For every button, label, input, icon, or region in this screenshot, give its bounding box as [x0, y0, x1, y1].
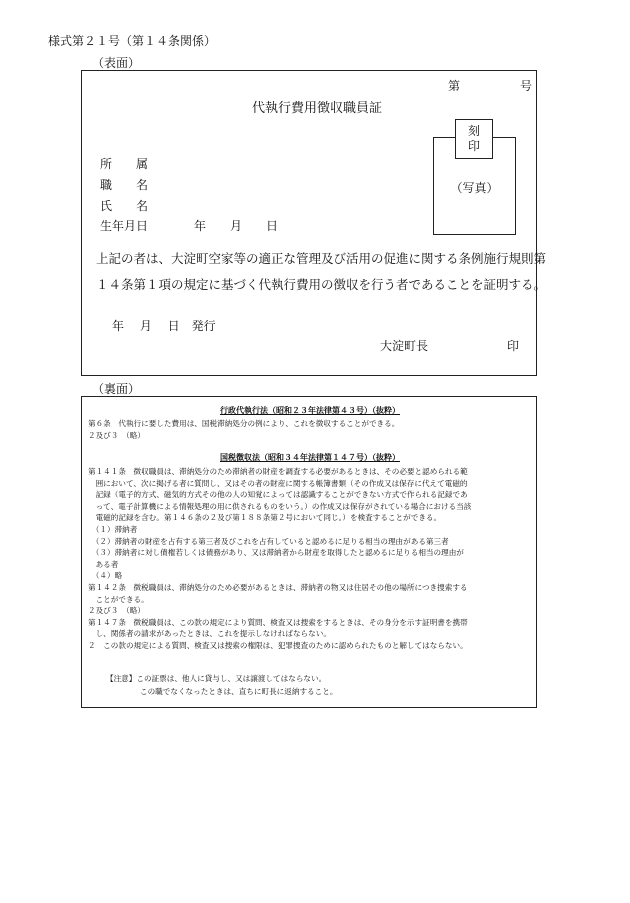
law2-line: （１）滞納者	[88, 524, 138, 534]
law1-line: 第６条 代執行に要した費用は、国税滞納処分の例により、これを徴収することができる。	[88, 419, 400, 428]
law2-line: （２）滞納者の財産を占有する第三者及びこれを占有していると認めるに足りる相当の理由がある第三者	[88, 536, 449, 546]
law2-line: 第１４７条 徴税職員は、この款の規定により質問、検査又は捜索をするときは、その身分を示す証明書を携帯	[88, 617, 468, 627]
number-suffix: 号	[520, 79, 533, 93]
law2-line: （３）滞納者に対し債権若しくは債務があり、又は滞納者から財産を取得したと認めるに足りる相当の理由が	[88, 548, 464, 558]
seal-text-2: 印	[467, 139, 480, 153]
photo-label: （写真）	[450, 181, 499, 195]
law2-line: 記録（電子的方式、磁気的方式その他の人の知覚によっては認識することができない方式で作られる記録であ	[88, 490, 468, 500]
law2-line: （４）略	[88, 571, 123, 581]
front-side-label: （表面）	[92, 56, 141, 70]
issuer-seal-mark: 印	[507, 339, 520, 353]
law2-line: ２及び３ （略）	[88, 606, 145, 616]
field-birth-day: 日	[266, 219, 279, 233]
seal-box	[455, 119, 493, 159]
notice-line-1: 【注意】この証票は、他人に貸与し、又は譲渡してはならない。	[106, 674, 327, 683]
law2-heading: 国税徴収法（昭和３４年法律第１４７号）（抜粋）	[220, 452, 400, 462]
statement-line-1: 上記の者は、大淀町空家等の適正な管理及び活用の促進に関する条例施行規則第	[96, 251, 547, 266]
statement-line-2: １４条第１項の規定に基づく代執行費用の徴収を行う者であることを証明する。	[96, 277, 547, 292]
card-heading: 代執行費用徴収職員証	[252, 101, 383, 116]
number-label: 第	[448, 79, 461, 93]
law2-line: ことができる。	[88, 594, 149, 604]
statement	[96, 246, 547, 298]
field-position: 職 名	[100, 178, 149, 192]
law2-line: し、関係者の請求があったときは、これを提示しなければならない。	[88, 629, 331, 639]
issuer: 大淀町長	[380, 339, 429, 353]
law2-line: って、電子計算機による情報処理の用に供されるものをいう。）の作成又は保存がされている場合における当該	[88, 501, 472, 511]
notice-line-2: この職でなくなったときは、直ちに町長に返納すること。	[140, 687, 338, 696]
field-birth-month: 月	[230, 219, 243, 233]
id-card-back	[81, 396, 537, 708]
law2-text	[88, 466, 471, 652]
law2-line: ２ この款の規定による質問、検査又は捜索の権限は、犯罪捜査のために認められたものと解してはならない。	[88, 640, 468, 650]
back-side-label: （裏面）	[92, 382, 141, 396]
field-name: 氏 名	[100, 199, 149, 213]
law1-heading: 行政代執行法（昭和２３年法律第４３号）（抜粋）	[220, 405, 400, 415]
field-birth-year: 年	[194, 219, 207, 233]
law2-line: 囲において、次に掲げる者に質問し、又はその者の財産に関する帳簿書類（その作成又は保存に代えて電磁的	[88, 478, 468, 488]
law2-line: 第１４１条 徴収職員は、滞納処分のため滞納者の財産を調査する必要があるときは、その必要と認められる範	[88, 467, 468, 476]
issue-date: 年 月 日 発行	[112, 319, 216, 333]
field-birth-label: 生年月日	[100, 219, 149, 233]
law2-line: 電磁的記録を含む。第１４６条の２及び第１８８条第２号において同じ。）を検査することができる。	[88, 513, 442, 523]
id-card-front	[81, 70, 547, 376]
seal-text-1: 刻	[467, 124, 480, 138]
law2-line: ある者	[88, 559, 119, 569]
field-affiliation: 所 属	[100, 157, 149, 171]
law2-line: 第１４２条 徴税職員は、滞納処分のため必要があるときは、滞納者の物又は住居その他の場所につき捜索する	[88, 582, 468, 592]
form-title: 様式第２１号（第１４条関係）	[48, 34, 217, 48]
law1-line: ２及び３ （略）	[88, 431, 145, 440]
